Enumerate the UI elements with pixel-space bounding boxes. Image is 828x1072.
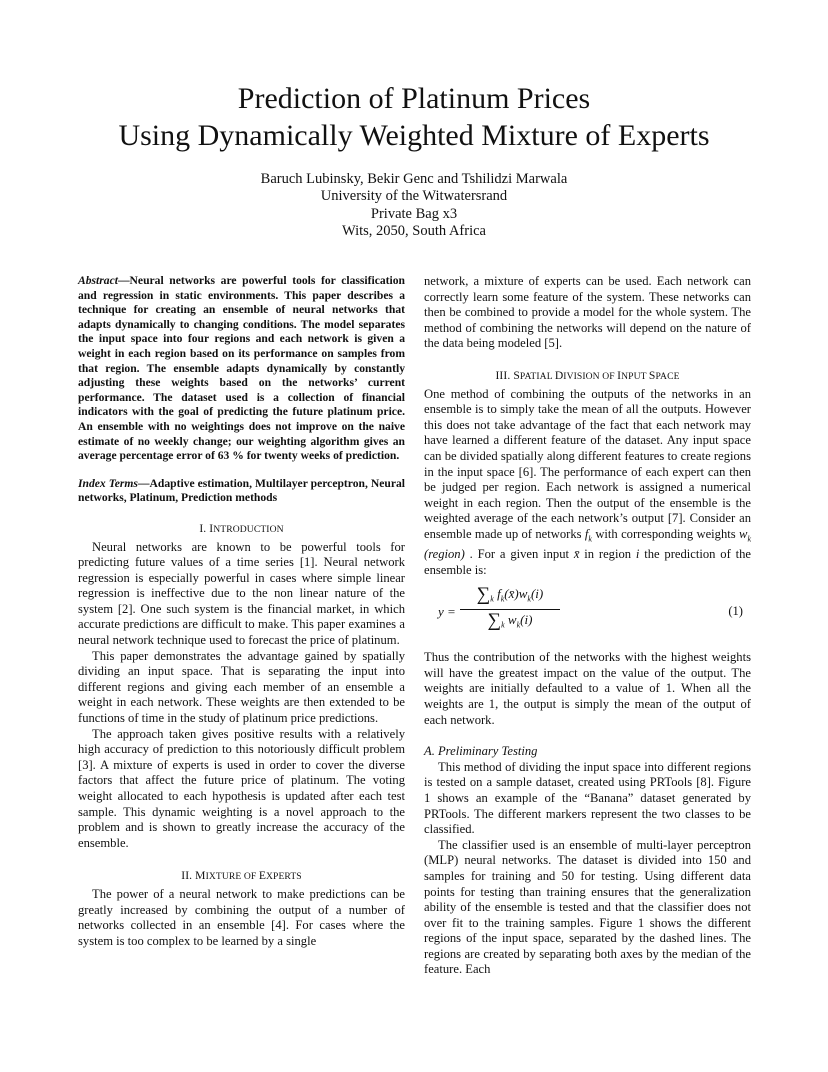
equation-number: (1) [728,604,743,619]
math-sub-k: k [500,594,505,604]
section-numeral: I. I [199,521,214,535]
spatial-text: with corresponding weights [591,526,740,541]
paper-title [0,80,828,154]
equation-1 [424,584,751,642]
right-column [424,274,751,978]
spatial-text: the prediction of the ensemble is: [424,547,751,577]
prelim-paragraph-2: The classifier used is an ensemble of multi-layer perceptron (MLP) neural networks. The dataset is divided into 150 and samples for training and 50 for testing. Using different data points for testing than training ensures that the generalization ability of the ensemble is tested and that the classifier does not over fit to the training samples. Figure 1 shows the different regions of the input space, separated by the dashed lines. The regions are created by separating both axes by the median of the feature. Each [424,837,751,977]
mixture-paragraph-1: The power of a neural network to make predictions can be greatly increased by combining the output of a number of networks collected in an ensemble [4]. For cases where the system is too complex to be learned by a single [78,886,405,948]
section-title-cap: I [617,368,622,382]
section-title-rest: PATIAL [519,370,555,382]
section-title-rest: IVISION OF [563,370,618,382]
section-numeral: III. S [495,368,520,382]
section-title-rest: PACE [655,370,680,382]
section-title-rest: IXTURE OF [205,871,259,883]
equation-lhs: y = [438,604,456,620]
math-sub-k: k [501,620,505,630]
intro-paragraph-3: The approach taken gives positive results with a relatively high accuracy of prediction to this notoriously difficult problem [3]. A mixture of experts is used in order to cover the diverse factors that affect the future price of platinum. The voting weight allocated to each hypothesis is updated after each test sample. This dynamic weighting is a novel approach to the problem and is shown to greatly increase the accuracy of the ensemble. [78,726,405,850]
math-sub-k: k [588,534,592,544]
section-numeral: II. M [181,869,206,883]
math-fk [584,526,592,544]
spatial-text: . For a given input [464,547,574,562]
sigma-symbol: ∑ [487,610,502,632]
spatial-paragraph-1 [424,387,751,579]
author-address-1: Private Bag x3 [370,205,458,222]
section-heading-mixture [78,868,405,885]
author-affiliation: University of the Witwatersrand [320,188,508,205]
spatial-text: in region [579,547,636,562]
subsection-heading-preliminary: A. Preliminary Testing [424,744,538,759]
abstract [78,274,405,464]
index-terms-text: —Adaptive estimation, Multilayer perceptron, Neural networks, Platinum, Prediction methods [78,476,405,505]
section-title-cap: S [648,368,656,382]
abstract-lead: Abstract [78,274,118,287]
spatial-text: One method of combining the outputs of the networks in an ensemble is to simply take the mean of all the outputs. However this does not take advantage of the fact that each network may have learned a different feature of the dataset. Any input space can be divided spatially along different features to create regions in the input space [6]. The performance of each expert can then be judged per region. Each network is assigned a numerical weight in each region. Then the output of the ensemble is the weighted average of the each network’s output [7]. Consider an ensemble made up of networks [424,386,751,541]
index-terms-lead: Index Terms [78,476,138,490]
math-xw: (x̄)w [504,586,528,602]
math-x: x̄ [573,547,580,562]
author-address-2: Wits, 2050, South Africa [341,222,486,239]
math-sub-k: k [490,594,494,604]
title-line-1: Prediction of Platinum Prices [237,82,591,115]
math-i: (i) [530,586,544,602]
equation-fraction [460,586,560,633]
index-terms [78,477,405,506]
section-title-rest: NTRODUCTION [213,523,284,535]
intro-paragraph-2: This paper demonstrates the advantage gained by spatially dividing an input space. That is separating the input into different regions and giving each member of an ensemble a weight in each network. These weights are then extended to be functions of time in the study of platinum price predictions. [78,648,405,726]
equation-numerator [460,586,560,610]
mixture-paragraph-1-continued: network, a mixture of experts can be used. Each network can correctly learn some feature of the system. These networks can then be combined to provide a model for the whole system. The method of combining the networks will depend on the nature of the data being modeled [5]. [424,274,751,351]
title-line-2: Using Dynamically Weighted Mixture of Experts [118,119,710,152]
section-heading-spatial [424,368,751,385]
sigma-symbol: ∑ [476,584,491,606]
math-f: f [497,586,501,602]
spatial-paragraph-2: Thus the contribution of the networks with the highest weights will have the greatest impact on the value of the output. The weights are initially defaulted to a value of 1. When all the weights are 1, the output is simply the mean of the output of each network. [424,650,751,727]
author-block [0,171,828,240]
math-i: i [635,547,640,562]
abstract-text: —Neural networks are powerful tools for classification and regression in static environments. This paper describes a technique for creating an ensemble of neural networks that adapts dynamically to changing conditions. The model separates the input space into four regions and each network is given a weight in each region based on its performance on samples from that region. The ensemble adapts dynamically by constantly adjusting these weights based on the networks’ current performance. The dataset used is a collection of financial indicators with the goal of predicting the future platinum price. An ensemble with no weightings does not improve on the naive estimate of no weekly change; our weighting algorithm gives an average percentage error of 63 % for twenty weeks of prediction. [78,274,405,463]
section-heading-introduction [78,521,405,538]
math-sub-k: k [747,534,751,544]
author-names: Baruch Lubinsky, Bekir Genc and Tshilidzi Marwala [260,171,568,187]
left-column [78,274,405,949]
math-sub-k: k [527,594,531,604]
equation-denominator [460,610,560,633]
intro-paragraph-1: Neural networks are known to be powerful tools for predicting future values of a time series [1]. Neural network regression is especially powerful in cases where simple linear regression is ineffective due to the non linear nature of the system [2]. One such system is the financial market, in which accurate predictions are difficult to make. This paper examines a neural network technique used to forecast the price of platinum. [78,539,405,648]
math-sub-k: k [516,620,521,630]
section-title-rest: NPUT [621,370,649,382]
math-f: f [584,526,589,541]
math-w: w [739,526,748,541]
prelim-paragraph-1: This method of dividing the input space into different regions is tested on a sample dataset, created using PRTools [8]. Figure 1 shows an example of the “Banana” dataset generated by PRTools. The different markers represent the two classes to be classified. [424,759,751,837]
math-region: (region) [424,547,465,562]
section-title-rest: XPERTS [266,871,302,883]
section-title-cap: E [258,869,266,883]
section-title-cap: D [554,368,564,382]
math-w: w [507,612,517,628]
math-i: (i) [520,612,533,628]
